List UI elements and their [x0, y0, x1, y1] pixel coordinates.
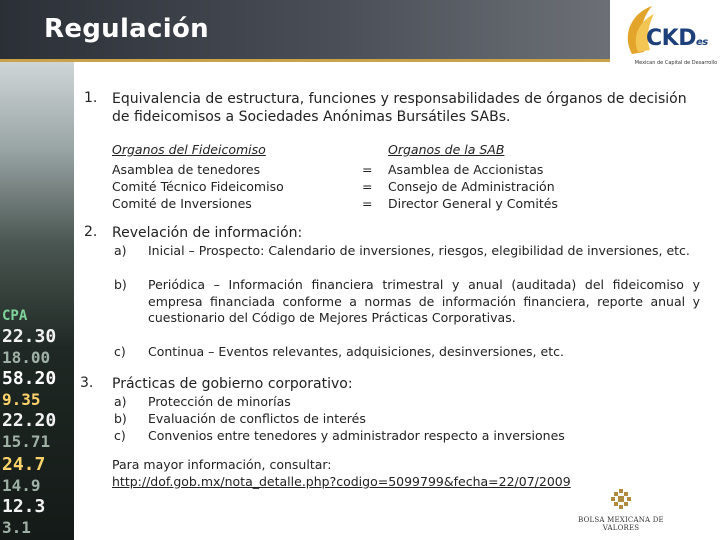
equivalence-right: Asamblea de Accionistas — [388, 162, 544, 177]
ckdes-logo — [618, 2, 718, 74]
item-number: 3. — [80, 375, 94, 391]
bmv-logo-text: BOLSA MEXICANA DE VALORES — [578, 516, 664, 532]
equivalence-sign: = — [362, 179, 373, 194]
sub-item-letter: b) — [114, 411, 127, 426]
sub-item-text: Continua – Eventos relevantes, adquisiciones, desinversiones, etc. — [148, 344, 564, 359]
ticker-value: 22.20 — [2, 410, 57, 431]
stock-board-image — [0, 62, 74, 540]
item-text: Equivalencia de estructura, funciones y responsabilidades de órganos de decisión de fideicomisos a Sociedades Anónimas Bursátiles SABs. — [112, 91, 687, 125]
sub-item-text: Inicial – Prospecto: Calendario de inversiones, riesgos, elegibilidad de inversiones, etc. — [148, 243, 690, 258]
more-info-label: Para mayor información, consultar: — [112, 457, 332, 472]
fideicomiso-header: Organos del Fideicomiso — [112, 142, 266, 157]
equivalence-left: Asamblea de tenedores — [112, 162, 261, 177]
ticker-value: 22.30 — [2, 326, 57, 347]
ticker-value: 18.00 — [2, 348, 51, 367]
page-title: Regulación — [44, 14, 209, 44]
ticker-value: 12.3 — [2, 496, 46, 517]
sub-item-text: Protección de minorías — [148, 394, 291, 409]
item-number: 2. — [84, 224, 98, 240]
equivalence-sign: = — [362, 196, 373, 211]
sub-item-letter: c) — [114, 428, 126, 443]
equivalence-right: Consejo de Administración — [388, 179, 555, 194]
ticker-value: 14.9 — [2, 476, 41, 495]
ticker-value: 58.20 — [2, 368, 57, 389]
equivalence-right: Director General y Comités — [388, 196, 558, 211]
sub-item-letter: a) — [114, 243, 127, 258]
item-title: Revelación de información: — [112, 225, 303, 241]
bmv-emblem-icon — [610, 488, 632, 510]
ticker-value: 3.1 — [2, 518, 31, 537]
sub-item-letter: a) — [114, 394, 127, 409]
ticker-value: 9.35 — [2, 390, 41, 409]
item-title: Prácticas de gobierno corporativo: — [112, 376, 353, 392]
ticker-value: CPA — [2, 308, 28, 324]
title-bar — [0, 0, 610, 62]
bmv-logo — [560, 488, 682, 532]
equivalence-left: Comité de Inversiones — [112, 196, 252, 211]
ticker-value: 15.71 — [2, 432, 51, 451]
sub-item-letter: b) — [114, 277, 127, 292]
sub-item-letter: c) — [114, 344, 126, 359]
ticker-value: 24.7 — [2, 454, 46, 475]
sub-item-text: Periódica – Información financiera trimestral y anual (auditada) del fideicomiso y empresa financiada conforme a normas de información financiera, reporte anual y cuestionario del Código de Mejores Prácticas Corporativas. — [148, 277, 700, 325]
equivalence-left: Comité Técnico Fideicomiso — [112, 179, 284, 194]
ckdes-logo-tagline: Mexican de Capital de Desarrollo — [634, 60, 718, 66]
sub-item-text: Evaluación de conflictos de interés — [148, 411, 366, 426]
title-underline — [0, 59, 610, 62]
sab-header: Organos de la SAB — [388, 142, 505, 157]
equivalence-sign: = — [362, 162, 373, 177]
sub-item-text: Convenios entre tenedores y administrador respecto a inversiones — [148, 428, 565, 443]
item-number: 1. — [84, 90, 98, 106]
ckdes-logo-text: CKDes — [646, 26, 708, 51]
dof-link[interactable]: http://dof.gob.mx/nota_detalle.php?codigo=5099799&fecha=22/07/2009 — [112, 474, 571, 489]
